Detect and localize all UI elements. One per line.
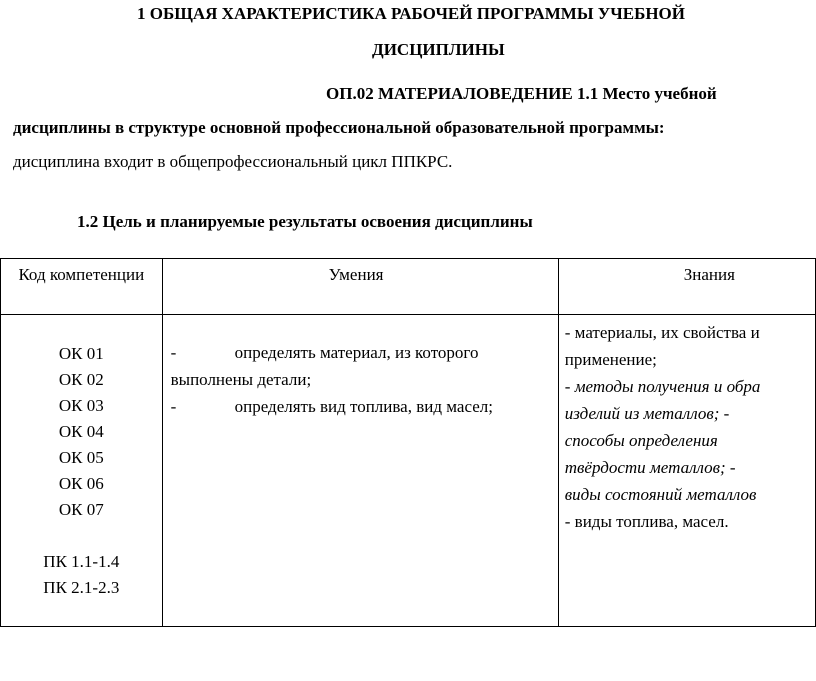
knowledge-italic: методы получения и обра xyxy=(574,377,761,396)
skill-marker: - xyxy=(170,343,177,362)
header-knowledge: Знания xyxy=(558,259,815,315)
knowledge-line xyxy=(565,373,815,400)
skill-item xyxy=(171,339,558,366)
knowledge-cell xyxy=(558,315,815,627)
code-item: ОК 03 xyxy=(58,396,104,415)
skill-marker: - xyxy=(170,397,177,416)
code-item: ОК 07 xyxy=(58,500,104,519)
pk-code-item: ПК 1.1-1.4 xyxy=(43,552,120,571)
knowledge-line: твёрдости металлов; - xyxy=(564,458,736,477)
knowledge-line: - виды топлива, масел. xyxy=(564,512,729,531)
competence-table xyxy=(0,258,816,627)
heading-line-3: ОП.02 МАТЕРИАЛОВЕДЕНИЕ 1.1 Место учебной xyxy=(326,84,717,103)
table-header-row xyxy=(1,259,816,315)
code-item: ОК 02 xyxy=(58,370,104,389)
header-code: Код компетенции xyxy=(1,259,163,315)
heading-line-2: ДИСЦИПЛИНЫ xyxy=(372,40,505,59)
code-item: ОК 06 xyxy=(58,474,104,493)
heading-line-1: 1 ОБЩАЯ ХАРАКТЕРИСТИКА РАБОЧЕЙ ПРОГРАММЫ УЧЕБНОЙ xyxy=(137,4,685,23)
heading-line-5: дисциплина входит в общепрофессиональный цикл ППКРС. xyxy=(13,152,453,171)
heading-line-4: дисциплины в структуре основной профессиональной образовательной программы: xyxy=(13,118,665,137)
table-row xyxy=(1,315,816,627)
section-title-1-2: 1.2 Цель и планируемые результаты освоения дисциплины xyxy=(77,212,533,231)
header-skills: Умения xyxy=(162,259,558,315)
knowledge-line: изделий из металлов; - xyxy=(564,404,730,423)
pk-code-item: ПК 2.1-2.3 xyxy=(43,578,120,597)
code-item: ОК 05 xyxy=(58,448,104,467)
code-item: ОК 04 xyxy=(58,422,104,441)
skill-text: определять материал, из которого xyxy=(234,343,479,362)
skill-text-cont: выполнены детали; xyxy=(170,370,312,389)
skill-item xyxy=(171,393,558,420)
codes-cell xyxy=(1,315,163,627)
knowledge-line: виды состояний металлов xyxy=(564,485,757,504)
knowledge-dash: - xyxy=(564,377,575,396)
knowledge-line: - материалы, их свойства и xyxy=(564,323,760,342)
knowledge-line: применение; xyxy=(564,350,657,369)
skills-cell xyxy=(162,315,558,627)
code-item: ОК 01 xyxy=(58,344,104,363)
skill-text: определять вид топлива, вид масел; xyxy=(234,397,493,416)
knowledge-line: способы определения xyxy=(564,431,718,450)
